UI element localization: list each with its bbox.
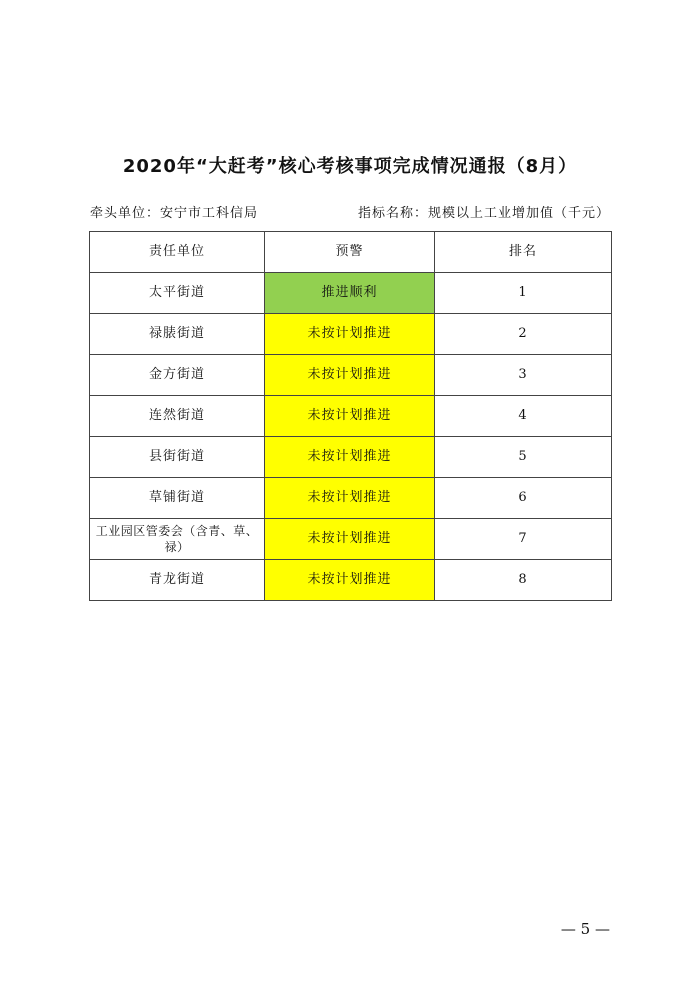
row-rank: 3 — [435, 355, 612, 396]
row-unit: 禄脿街道 — [90, 314, 265, 355]
row-unit: 青龙街道 — [90, 560, 265, 601]
row-warning: 未按计划推进 — [265, 314, 435, 355]
row-unit: 太平街道 — [90, 273, 265, 314]
table-row — [90, 314, 612, 355]
row-unit: 工业园区管委会（含青、草、禄） — [90, 519, 265, 560]
row-rank: 7 — [435, 519, 612, 560]
report-table — [89, 231, 612, 601]
header-warning: 预警 — [265, 232, 435, 273]
row-unit: 草铺街道 — [90, 478, 265, 519]
table-row — [90, 478, 612, 519]
row-rank: 1 — [435, 273, 612, 314]
indicator-label: 指标名称：规模以上工业增加值（千元） — [357, 206, 610, 221]
row-warning: 推进顺利 — [265, 273, 435, 314]
table-row — [90, 355, 612, 396]
table-row — [90, 560, 612, 601]
table-row — [90, 437, 612, 478]
header-rank: 排名 — [435, 232, 612, 273]
row-unit: 连然街道 — [90, 396, 265, 437]
row-rank: 6 — [435, 478, 612, 519]
table-row — [90, 519, 612, 560]
row-rank: 2 — [435, 314, 612, 355]
header-responsible-unit: 责任单位 — [90, 232, 265, 273]
row-warning: 未按计划推进 — [265, 355, 435, 396]
page-title: 2020年“大赶考”核心考核事项完成情况通报（8月） — [122, 156, 578, 177]
row-rank: 5 — [435, 437, 612, 478]
row-warning: 未按计划推进 — [265, 519, 435, 560]
row-rank: 8 — [435, 560, 612, 601]
row-warning: 未按计划推进 — [265, 560, 435, 601]
row-unit: 县街街道 — [90, 437, 265, 478]
lead-unit-label: 牵头单位：安宁市工科信局 — [90, 206, 259, 221]
page-number: — 5 — — [560, 920, 610, 938]
row-warning: 未按计划推进 — [265, 396, 435, 437]
table-row — [90, 273, 612, 314]
table-header-row — [90, 232, 612, 273]
table-row — [90, 396, 612, 437]
row-rank: 4 — [435, 396, 612, 437]
row-warning: 未按计划推进 — [265, 437, 435, 478]
row-unit: 金方街道 — [90, 355, 265, 396]
row-warning: 未按计划推进 — [265, 478, 435, 519]
